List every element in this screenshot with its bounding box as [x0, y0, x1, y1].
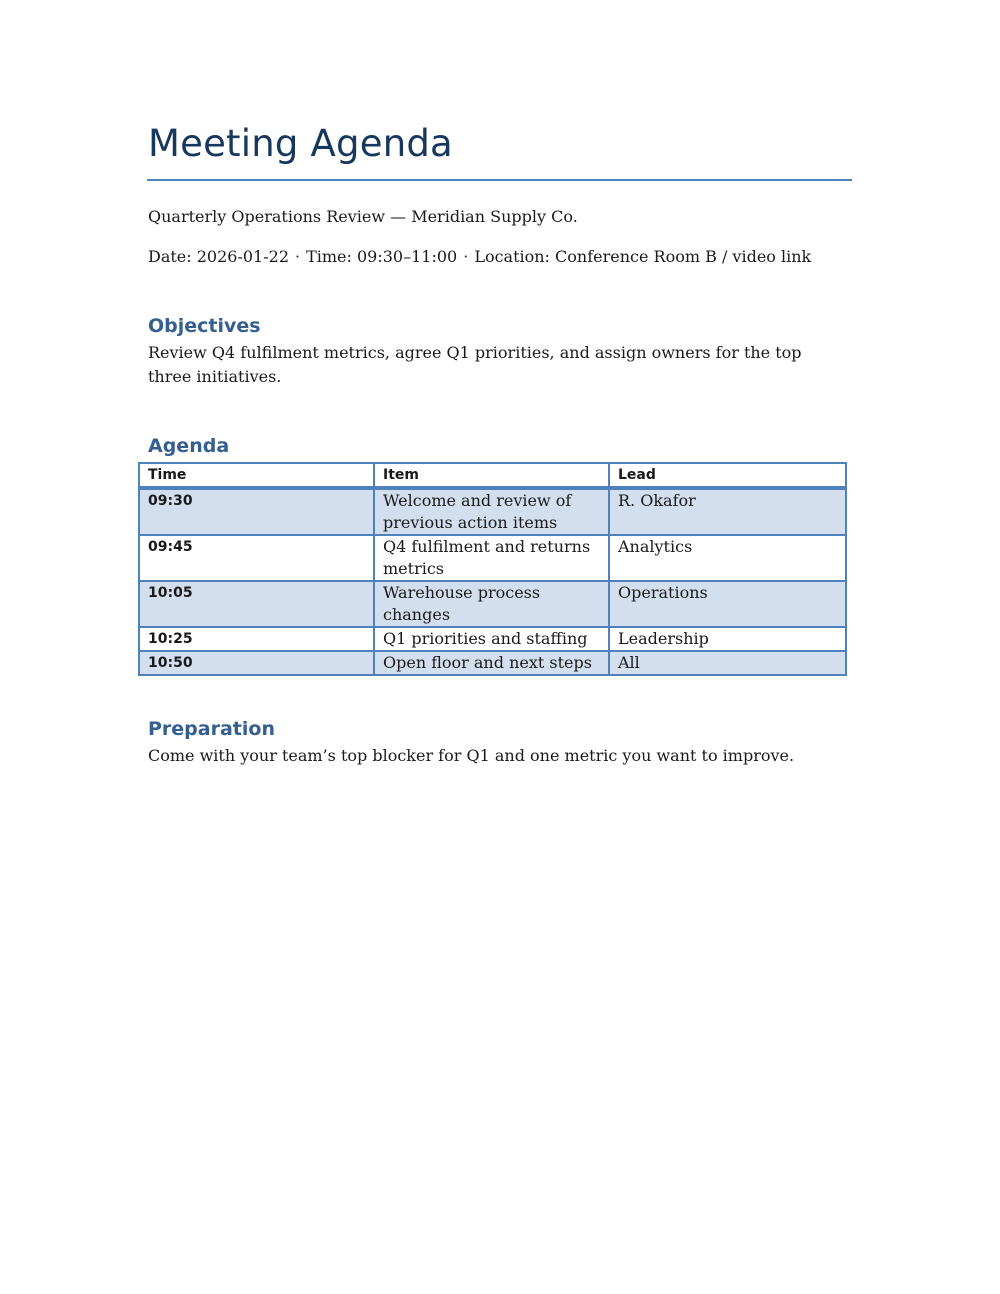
- cell-item: Q1 priorities and staffing: [374, 627, 609, 651]
- agenda-table: [138, 462, 847, 676]
- title-underline: [147, 179, 852, 181]
- meeting-location: Location: Conference Room B / video link: [474, 247, 812, 266]
- meeting-date: Date: 2026-01-22: [148, 247, 289, 266]
- meta-separator: ·: [463, 247, 469, 266]
- column-header-lead: Lead: [609, 463, 846, 488]
- meta-separator: ·: [295, 247, 301, 266]
- cell-item: Open floor and next steps: [374, 651, 609, 675]
- cell-time: 10:05: [139, 581, 374, 627]
- agenda-heading: Agenda: [148, 435, 230, 457]
- cell-lead: R. Okafor: [609, 488, 846, 535]
- cell-time: 09:30: [139, 488, 374, 535]
- preparation-heading: Preparation: [148, 718, 275, 740]
- cell-item: Welcome and review of previous action items: [374, 488, 609, 535]
- cell-time: 10:50: [139, 651, 374, 675]
- table-row: [139, 651, 846, 675]
- cell-time: 09:45: [139, 535, 374, 581]
- cell-lead: Leadership: [609, 627, 846, 651]
- agenda-header-row: [139, 463, 846, 488]
- table-row: [139, 627, 846, 651]
- column-header-item: Item: [374, 463, 609, 488]
- meeting-meta: [148, 245, 852, 269]
- cell-item: Q4 fulfilment and returns metrics: [374, 535, 609, 581]
- table-row: [139, 581, 846, 627]
- meeting-time: Time: 09:30–11:00: [306, 247, 458, 266]
- cell-item: Warehouse process changes: [374, 581, 609, 627]
- column-header-time: Time: [139, 463, 374, 488]
- document-body: [148, 118, 852, 768]
- cell-lead: All: [609, 651, 846, 675]
- objectives-text: Review Q4 fulfilment metrics, agree Q1 priorities, and assign owners for the top three initiatives.: [148, 343, 802, 386]
- meeting-subtitle: Quarterly Operations Review — Meridian Supply Co.: [148, 207, 578, 226]
- cell-lead: Analytics: [609, 535, 846, 581]
- cell-time: 10:25: [139, 627, 374, 651]
- table-row: [139, 535, 846, 581]
- table-row: [139, 488, 846, 535]
- cell-lead: Operations: [609, 581, 846, 627]
- preparation-text: Come with your team’s top blocker for Q1 and one metric you want to improve.: [148, 746, 795, 765]
- objectives-heading: Objectives: [148, 315, 261, 337]
- page-title: Meeting Agenda: [148, 122, 453, 165]
